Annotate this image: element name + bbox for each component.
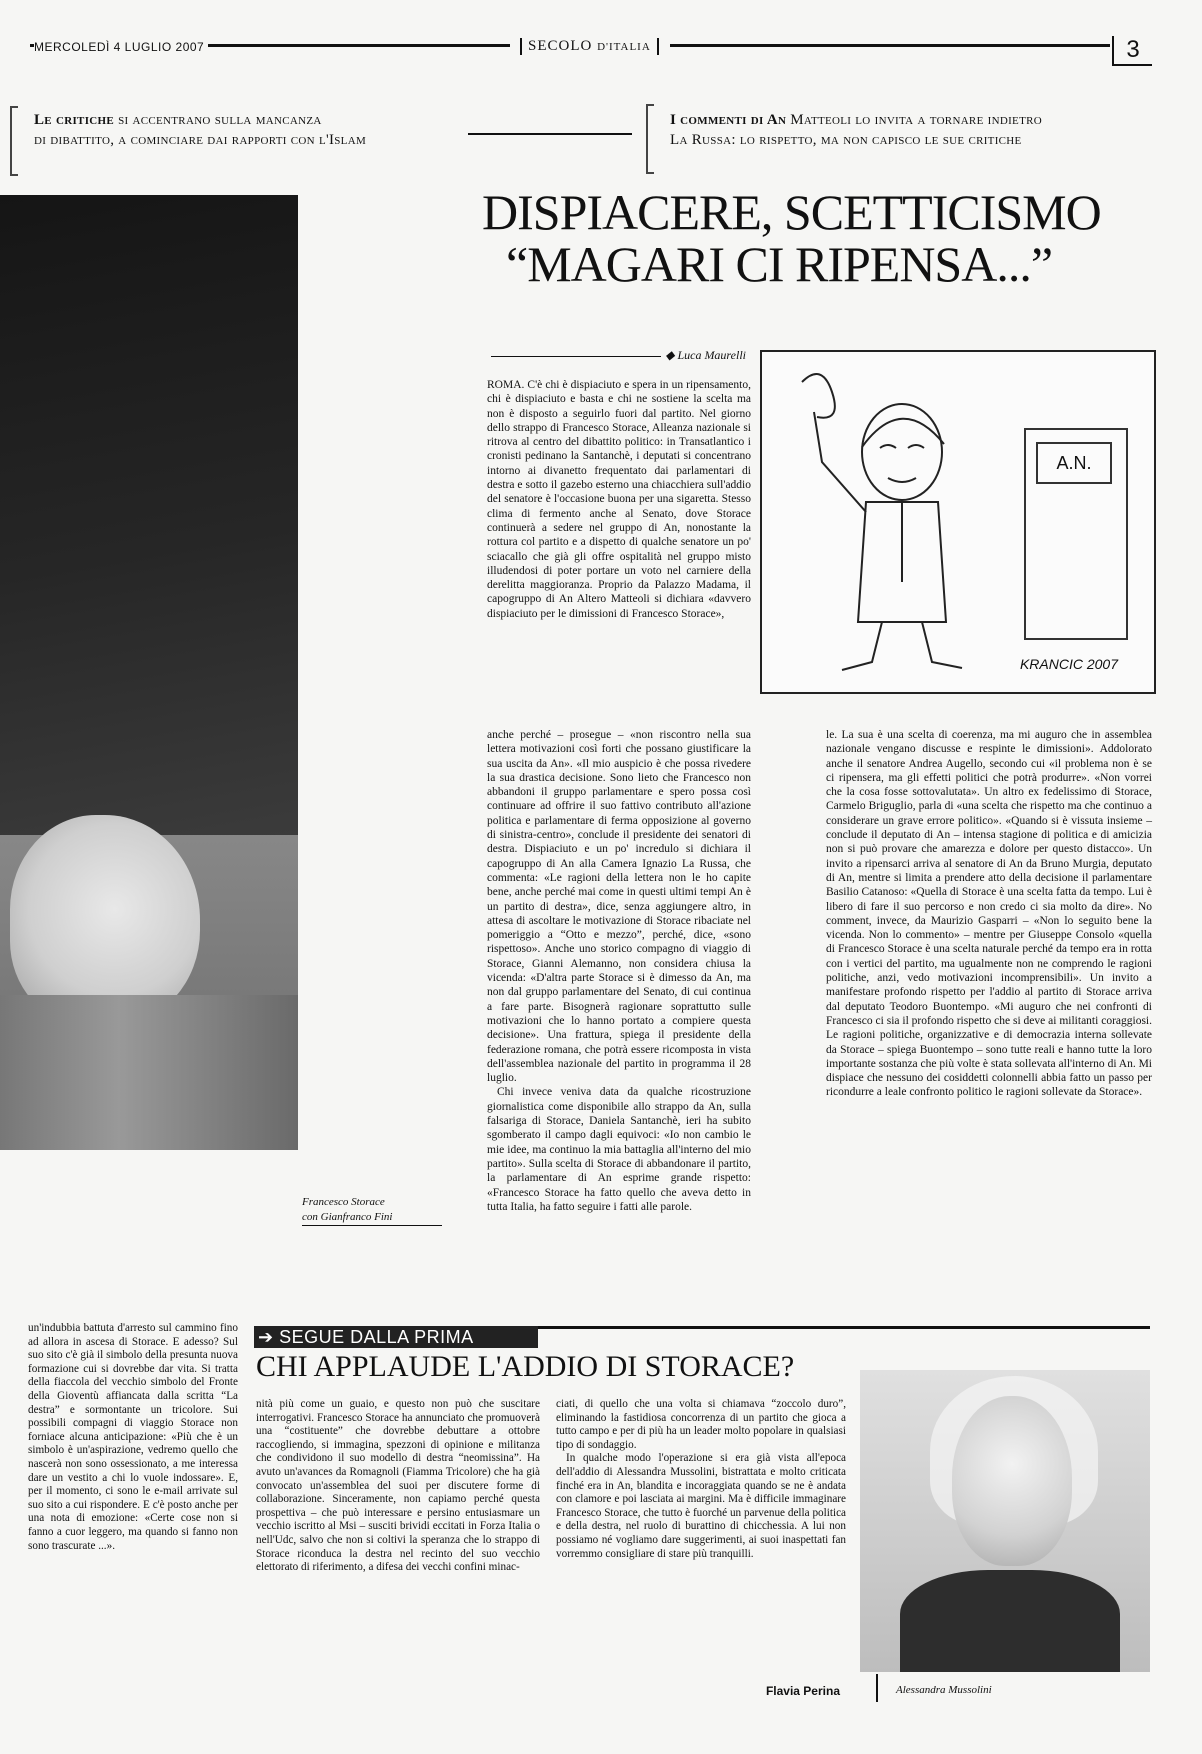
arrow-right-icon: ➔ xyxy=(258,1327,280,1347)
byline-rule xyxy=(491,356,661,357)
page-number: 3 xyxy=(1112,36,1152,66)
bottom-photo-caption: Alessandra Mussolini xyxy=(896,1684,992,1696)
photo2-body xyxy=(900,1570,1120,1672)
kicker-right-line2: La Russa: lo rispetto, ma non capisco le sue critiche xyxy=(670,132,1022,148)
cartoon-signature: KRANCIC 2007 xyxy=(1019,656,1118,672)
kicker-divider xyxy=(468,133,632,135)
kicker-left-lead: Le critiche xyxy=(34,112,115,128)
headline-line2: “MAGARI CI RIPENSA...” xyxy=(506,236,1053,292)
kicker-left-line2: di dibattito, a cominciare dai rapporti con l'Islam xyxy=(34,132,367,148)
bottom-paragraph: ciati, di quello che una volta si chiamava “zoccolo duro”, eliminando la fastidiosa concorrenza di un partito che gioca a tutto campo e per di più ha un leader molto popolare in qualsiasi tipo di sondaggio. xyxy=(556,1398,846,1451)
bottom-article-title: CHI APPLAUDE L'ADDIO DI STORACE? xyxy=(256,1350,795,1383)
kicker-right-bracket xyxy=(646,104,654,174)
photo-caption-line1: Francesco Storace xyxy=(302,1196,385,1208)
bottom-column-1 xyxy=(256,1398,540,1575)
bottom-column-0 xyxy=(28,1322,238,1553)
cartoon-door-sign: A.N. xyxy=(1036,442,1112,484)
cartoon-door xyxy=(1024,428,1128,640)
paper-name: SECOLO xyxy=(528,38,593,54)
bottom-paragraph: In qualche modo l'operazione si era già vista all'epoca dell'addio di Alessandra Mussolini, bistrattata e molto criticata finché era in An, blandita e incoraggiata quando se ne è andata con clamore e poi lasciata ai margini. Ma è difficile immaginare Francesco Storace, che tutto è fuorché un parvenue della politica e della destra, nel ruolo di burattino di chicchessia. A lui non possiamo né vogliamo dare suggerimenti, ai suoi inaspettati fan vorremmo consigliare di stare più tranquilli. xyxy=(556,1452,846,1560)
editorial-cartoon xyxy=(760,350,1156,694)
storace-photo xyxy=(0,195,298,1150)
article-paragraph: anche perché – prosegue – «non riscontro nella sua lettera motivazioni così forti che possano giustificare la sua uscita da An». «Il mio auspicio è che possa rivedere la sua drastica decisione. Sono lieto che Francesco non abbandoni il gruppo parlamentare e spero possa così continuare ad offrire il suo fattivo contributo all'azione politica e parlamentare di ferma opposizione al governo di sinistra-centro», conclude il presidente dei senatori di destra. Dispiaciuto e un po' incredulo si dichiara il capogruppo di An alla Camera Ignazio La Russa, che commenta: «Le ragioni della lettera non le ho capite bene, anche perché mai come in questi ultimi tempi An è un partito di destra», dice, senza aggiungere altro, in attesa di ascoltare le motivazione di Storace ribaciate nel pomeriggio a “Otto e mezzo”, perché, dice, «sono rispettoso». Anche uno storico compagno di viaggio di Storace, Gianni Alemanno, non considera chiusa la vicenda: «D'altra parte Storace si è dimesso da An, ma non dal gruppo parlamentare del Senato, di cui continua a fare parte. Bisognerà ragionare soprattutto sulle motivazioni che lo hanno portato a compiere questa decisione». Una frattura, spiega il presidente della federazione romana, che potrà essere ricomposta in vista dell'assemblea nazionale del partito in programma il 28 luglio. xyxy=(487,729,751,1085)
kicker-left-bracket xyxy=(10,106,18,176)
kicker-right xyxy=(670,110,1160,150)
segue-label xyxy=(254,1326,538,1348)
masthead-date: MERCOLEDÌ 4 LUGLIO 2007 xyxy=(34,40,208,54)
caption-divider xyxy=(876,1674,878,1702)
headline xyxy=(482,186,1162,290)
bottom-column-2 xyxy=(556,1398,846,1561)
article-column-1 xyxy=(487,378,751,621)
photo-caption xyxy=(302,1195,442,1226)
mussolini-photo xyxy=(860,1370,1150,1672)
article-column-3 xyxy=(826,728,1152,1100)
article-paragraph: Chi invece veniva data da qualche ricostruzione giornalistica come disponibile allo strappo da An, sulla falsariga di Storace, Daniela Santanchè, ieri ha subito sgomberato il campo dagli equivoci: «Io non cambio le mie idee, ma continuo la mia battaglia all'interno del mio partito». Sulla scelta di Storace di abbandonare il partito, la parlamentare di An esprime grande rispetto: «Francesco Storace ha fatto quello che aveva detto in tutta Italia, ha fatto seguire i fatti alle parole. xyxy=(487,1086,751,1213)
bottom-article-signature: Flavia Perina xyxy=(765,1684,840,1698)
photo2-face xyxy=(952,1396,1072,1566)
kicker-right-line1: Matteoli lo invita a tornare indietro xyxy=(790,112,1042,128)
headline-line1: DISPIACERE, SCETTICISMO xyxy=(482,184,1101,240)
bottom-paragraph: un'indubbia battuta d'arresto sul cammino fino ad allora in ascesa di Storace. E adesso? Sul suo sito c'è già il simbolo della presunta nuova formazione cui si dovrebbe dar vita. Si tratta della fiaccola del vecchio simbolo del Fronte della Gioventù affiancata dalla scritta “La destra” e sormontante un tricolore. Sui possibili compagni di viaggio Storace non forniace alcuna anticipazione: «Più che è un simbolo è un'aspirazione, vedremo quello che nascerà non sono ossessionato, a me interessa dare un vestito a chi lo vuole indossare». E, per il momento, ci sono le e-mail arrivate sul suo sito a cui rispondere. E c'è posto anche per una nota di emozione: «Certe cose non si fanno a cuor leggero, ma quando si fanno non sono trascurate ...». xyxy=(28,1322,238,1552)
byline-author: Luca Maurelli xyxy=(677,348,746,362)
article-column-2 xyxy=(487,728,751,1214)
photo-subject-suit xyxy=(0,995,298,1150)
photo-background xyxy=(0,195,298,835)
bottom-paragraph: nità più come un guaio, e questo non può che suscitare interrogativi. Francesco Storace ha annunciato che promuoverà una “costituente” che dovrebbe debuttare a ottobre raccogliendo, si immagina, spezzoni di opinione e militanza che condividono il suo modello di destra “neomissina”. Ha avuto un'avances da Romagnoli (Fiamma Tricolore) che ha già convocato un'assemblea del suoi per discutere forme di collaborazione. Sinceramente, non capiamo perché questa prospettiva – che può interessare e persino entusiasmare un vecchio iscritto al Msi – susciti brividi eccitati in Forza Italia o nell'Udc, salvo che non si coltivi la speranza che lo strappo di Storace riconduca la destra nel recinto del suo vecchio elettorato di riferimento, a difesa dei vecchi confini minac- xyxy=(256,1398,540,1574)
kicker-right-lead: I commenti di An xyxy=(670,112,787,128)
article-paragraph: le. La sua è una scelta di coerenza, ma mi auguro che in assemblea nazionale vengano discusse e respinte le dimissioni». Addolorato anche il senatore Andrea Augello, secondo cui «il problema non è se ci ripensera, ma gli effetti politici che potrà produrre». «Non vorrei che la cosa fosse sottovalutata». Un altro ex fedelissimo di Storace, Carmelo Briguglio, parla di «una scelta che rispetto ma che continuo a considerare un grave errore politico». «Quando si è vissuta insieme – conclude il deputato di An – intensa stagione di politica e di amicizia non si può provare che amarezza e dolore per questo distacco». Un invito a ripensarci arriva al senatore di An da Bruno Murgia, deputato di An, mentre si limita a prendere atto della decisione il parlamentare Basilio Catanoso: «Quella di Storace è una scelta fatta da tempo. Lui è libero di fare il suo percorso e non credo ci sia molto da dire». No comment, invece, da Maurizio Gasparri – «Non lo seguito bene la vicenda. Non lo commento» – mentre per Giuseppe Consolo «quella di Francesco Storace è una scelta naturale perché da tempo era in rotta con i vertici del partito, ma ugualmente non ne comprendo le ragioni politiche, anzi, vedo motivazioni incomprensibili». Un invito a manifestare profondo rispetto per l'addio al partito di Storace arriva dal deputato Teodoro Buontempo. «Mi auguro che nei confronti di Francesco ci sia il profondo rispetto che si deve ai militanti coraggiosi. Le ragioni politiche, organizzative e di democrazia interna sollevate da Storace – spiega Buontempo – sono tutte reali e hanno tutte la loro importante sostanza che più volte è stata sollevata all'interno di An. Mi dispiace che nessuno dei cosiddetti colonnelli abbia fatto un passo per ricondurre a leale confronto politico le ragioni sollevate da Storace». xyxy=(826,729,1152,1099)
masthead-paper-name xyxy=(520,38,659,55)
masthead-rule-right xyxy=(670,44,1110,47)
byline: ◆ Luca Maurelli xyxy=(486,348,746,363)
photo-subject-head xyxy=(10,815,200,1025)
kicker-left xyxy=(34,110,454,150)
paper-name-suffix: D'ITALIA xyxy=(597,41,651,53)
article-paragraph: ROMA. C'è chi è dispiaciuto e spera in un ripensamento, chi è dispiaciuto e basta e chi ne sostiene la scelta ma non è disposto a seguirlo fuori dal partito. Nel giorno dello strappo di Francesco Storace, Alleanza nazionale si ritrova al centro del dibattito politico: in Transatlantico i cronisti pedinano la Santanchè, i deputati si concentrano intorno ai divanetto frequentato dai parlamentari di destra e sotto il gazebo esterno una chiacchiera sull'addio del senatore è l'occasione buona per una sigaretta. Stesso clima di fermento anche al Senato, dove Storace continuerà a sedere nel gruppo di An, nonostante la rottura col partito e a dispetto di qualche senatore un po' sciacallo che già gli offre ospitalità nel gruppo misto illudendosi di poter portare un voto nel carniere della derelitta maggioranza. Proprio da Palazzo Madama, il capogruppo di An Altero Matteoli si dichiara «davvero dispiaciuto per le dimissioni di Francesco Storace», xyxy=(487,379,751,620)
kicker-left-line1: si accentrano sulla mancanza xyxy=(118,112,322,128)
segue-label-text: SEGUE DALLA PRIMA xyxy=(279,1327,474,1347)
photo-caption-line2: con Gianfranco Fini xyxy=(302,1211,393,1223)
